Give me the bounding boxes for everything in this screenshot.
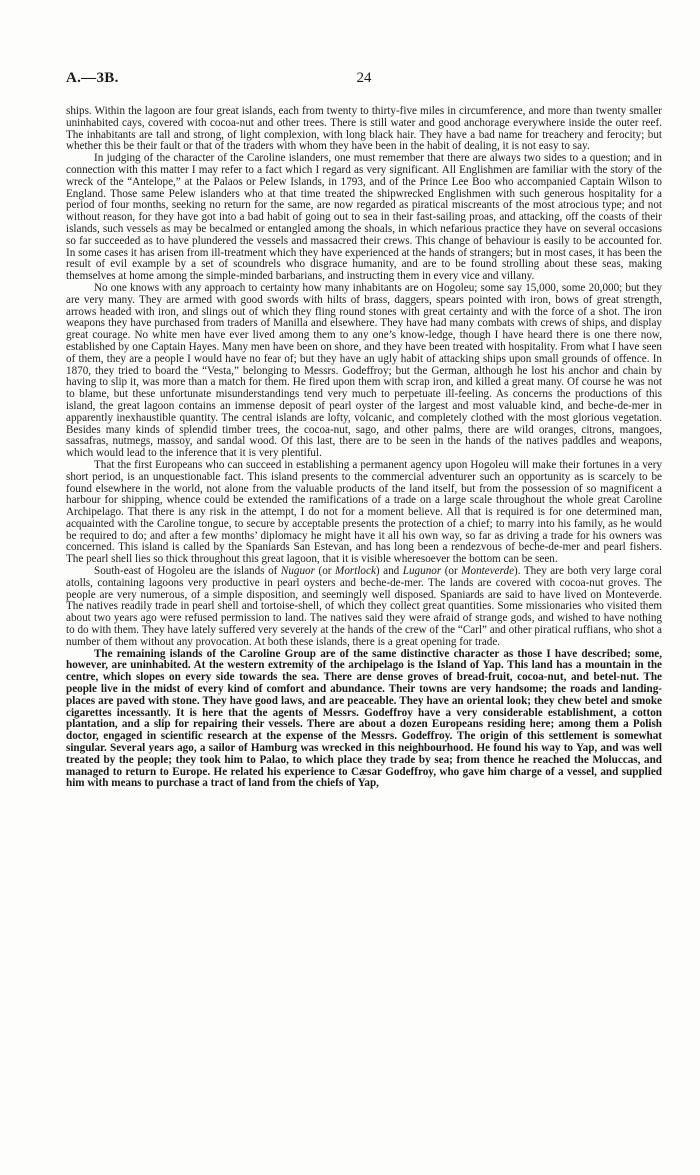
paragraph: No one knows with any approach to certainty how many inhabitants are on Hogoleu; some say 15,000, some 20,000; but they are very many. They are armed with good swords with hilts of brass, daggers, spears pointed with iron, bows of great strength, arrows headed with iron, and slings out of which they fling round stones with great certainty and with the force of a shot. The iron weapons they have purchased from traders of Manilla and elsewhere. They have had many combats with crews of ships, and display great courage. No white men have ever lived among them to any one’s know-ledge, though I have heard there is one there now, established by one Captain Hayes. Many men have been on shore, and they have been treated with hospitality. From what I have seen of them, they are a people I would have no fear of; but they have an ugly habit of attacking ships upon small grounds of offence. In 1870, they tried to board the “Vesta,” belonging to Messrs. Godeffroy; but the German, although he lost his anchor and chain by having to slip it, was more than a match for them. He fired upon them with scrap iron, and killed a great many. Of course he was not to blame, but these unfortunate misunderstandings tend very much to perpetuate ill-feeling. As concerns the productions of this island, the great lagoon contains an immense deposit of pearl oyster of the largest and most valuable kind, and beche-de-mer in apparently inexhaustible quantity. The central islands are lofty, volcanic, and completely clothed with the most glorious vegetation. Besides many kinds of splendid timber trees, the cocoa-nut, sago, and other palms, there are wild oranges, citrons, mangoes, sassafras, nutmegs, massoy, and sandal wood. Of this last, there are to be seen in the hands of the natives paddles and weapons, which would lead to the inference that it is very plentiful. [66,281,662,460]
paragraph: South-east of Hogoleu are the islands of Nuguor (or Mortlock) and Lugunor (or Monteverde). They are both very large coral atolls, containing lagoons very productive in pearl oysters and beche-de-mer. The lands are covered with cocoa-nut groves. The people are very numerous, of a simple disposition, and seemingly well disposed. Spaniards are said to have lived on Monteverde. The natives readily trade in pearl shell and tortoise-shell, of which they collect great quantities. Some missionaries who visited them about two years ago were refused permission to land. The natives said they were afraid of strange gods, and wished to have nothing to do with them. They have lately suffered very severely at the hands of the crew of the “Carl” and other piratical ruffians, who shot a number of them without any provocation. At both these islands, there is a great opening for trade. [66,565,663,648]
body-text [66,106,662,790]
page-header [66,70,662,92]
paragraph: In judging of the character of the Caroline islanders, one must remember that there are always two sides to a question; and in connection with this matter I may refer to a fact which I regard as very significant. All Englishmen are familiar with the story of the wreck of the “Antelope,” at the Palaos or Pelew Islands, in 1793, and of the Prince Lee Boo who accompanied Captain Wilson to England. Those same Pelew islanders who at that time treated the shipwrecked Englishmen with such generous hospitality for a period of four months, seeking no return for the same, are now regarded as piratical miscreants of the most atrocious type; and not without reason, for they have got into a bad habit of going out to sea in their fast-sailing proas, and attacking, off the coasts of their islands, such vessels as may be becalmed or entangled among the shoals, in which nefarious practice they have on several occasions so far succeeded as to have plundered the vessels and massacred their crews. This change of behaviour is easily to be accounted for. In some cases it has arisen from ill-treatment which they have experienced at the hands of strangers; but in most cases, it has been the result of evil example by a set of scoundrels who disgrace humanity, and are to be found strolling about these seas, making themselves at home among the simple-minded barbarians, and instructing them in every vice and villany. [66,152,662,283]
paragraph: That the first Europeans who can succeed in establishing a permanent agency upon Hogoleu will make their fortunes in a very short period, is an unquestionable fact. This island presents to the commercial adventurer such an opportunity as is scarcely to be found elsewhere in the world, not alone from the valuable products of the land itself, but from the possession of so magnificent a harbour for shipping, whence could be extended the ramifications of a trade on a large scale throughout the whole great Caroline Archipelago. That there is any risk in the attempt, I do not for a moment believe. All that is required is for one determined man, acquainted with the Caroline tongue, to secure by acceptable presents the protection of a chief; to marry into his family, as he would be required to do; and after a few months’ diplomacy he might have it all his own way, so far as driving a trade for his owners was concerned. This island is called by the Spaniards San Estevan, and has long been a rendezvous of beche-de-mer and pearl fishers. The pearl shell lies so thick throughout this great lagoon, that it is visible wheresoever the bottom can be seen. [66,458,662,566]
page-number: 24 [356,70,372,86]
document-reference: A.—3B. [66,70,119,86]
paragraph: ships. Within the lagoon are four great islands, each from twenty to thirty-five miles in circumference, and more than twenty smaller uninhabited cays, covered with cocoa-nut and other trees. There is still water and good anchorage everywhere inside the outer reef. The inhabitants are tall and strong, of light complexion, with long black hair. They have a bad name for treachery and ferocity; but whether this be their fault or that of the traders with whom they have been in the habit of dealing, it is not easy to say. [66,105,662,153]
paragraph: The remaining islands of the Caroline Group are of the same distinctive character as those I have described; some, however, are uninhabited. At the western extremity of the archipelago is the Island of Yap. This land has a mountain in the centre, which slopes on every side towards the sea. There are dense groves of bread-fruit, cocoa-nut, and betel-nut. The people live in the midst of every kind of comfort and abundance. Their towns are very handsome; the roads and landing-places are paved with stone. They have good laws, and are peaceable. They have an oriental look; they chew betel and smoke cigarettes incessantly. It is here that the agents of Messrs. Godeffroy have a very considerable establishment, a cotton plantation, and a slip for repairing their vessels. There are about a dozen Europeans residing here; among them a Polish doctor, engaged in scientific research at the expense of the Messrs. Godeffroy. The origin of this settlement is somewhat singular. Several years ago, a sailor of Hamburg was wrecked in this neighbourhood. He found his way to Yap, and was well treated by the people; they took him to Palao, to which place they trade by sea; from thence he reached the Moluccas, and managed to return to Europe. He related his experience to Cæsar Godeffroy, who gave him charge of a vessel, and supplied him with means to purchase a tract of land from the chiefs of Yap, [66,647,662,790]
